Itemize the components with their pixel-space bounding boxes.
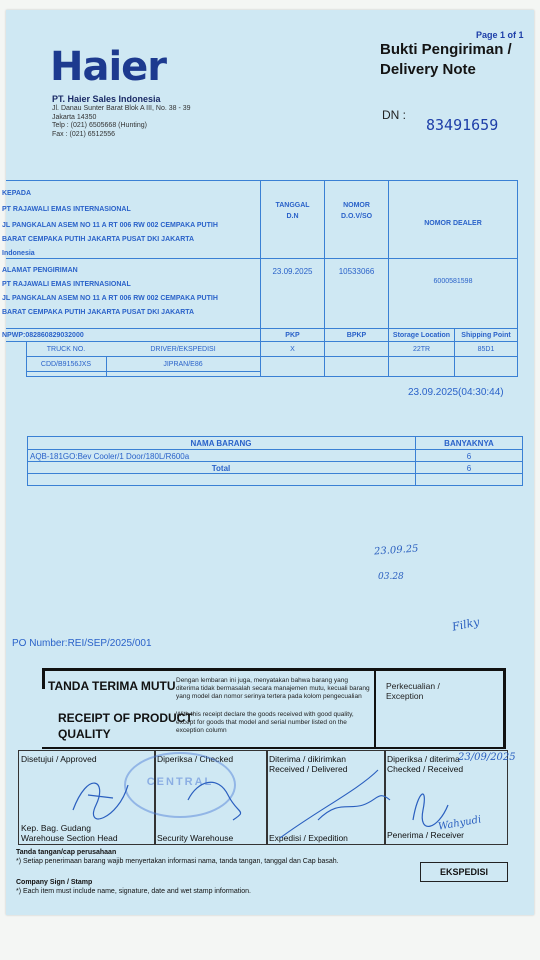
npwp: NPWP:082860829032000 bbox=[2, 332, 84, 339]
item-qty: 6 bbox=[466, 452, 472, 461]
warehouse-head-1: Kep. Bag. Gudang bbox=[21, 823, 91, 833]
handwritten-receiver-name: Wahyudi bbox=[437, 814, 483, 833]
kepada-label: KEPADA bbox=[2, 190, 32, 197]
bracket-bottom bbox=[42, 747, 506, 749]
alamat-address-2: BARAT CEMPAKA PUTIH JAKARTA PUSAT DKI JAKARTA bbox=[2, 309, 195, 316]
ekspedisi-box: EKSPEDISI bbox=[420, 862, 508, 882]
note1-text: *) Setiap penerimaan barang wajib menyertakan informasi nama, tanda tangan, tanggal dan Cap basah. bbox=[16, 858, 339, 865]
footer-note-2 bbox=[16, 878, 251, 896]
receiver-label: Penerima / Receiver bbox=[387, 830, 465, 840]
table-line bbox=[27, 485, 523, 486]
expedition-label: Expedisi / Expedition bbox=[269, 833, 348, 843]
alamat-address-1: JL PANGKALAN ASEM NO 11 A RT 006 RW 002 CEMPAKA PUTIH bbox=[2, 295, 218, 302]
bracket-left bbox=[42, 671, 45, 689]
table-line bbox=[517, 180, 518, 376]
quality-text-id: Dengan lembaran ini juga, menyatakan bahwa barang yang diterima tidak bermasalah secara manajemen mutu, kecuali barang yang model dan nomor serinya tertera pada kolom pengecualian bbox=[176, 677, 370, 700]
exception-label-1: Perkecualian / bbox=[386, 681, 440, 691]
title-line-2: Delivery Note bbox=[380, 61, 476, 78]
shipping-header: Shipping Point bbox=[461, 332, 511, 339]
exception-label-2: Exception bbox=[386, 691, 424, 701]
handwritten-received-date: 23/09/2025 bbox=[458, 752, 516, 763]
alamat-name: PT RAJAWALI EMAS INTERNASIONAL bbox=[2, 281, 131, 288]
truck-value: CDD/B9156JXS bbox=[40, 361, 92, 368]
dealer-header: NOMOR DEALER bbox=[424, 220, 482, 227]
total-label: Total bbox=[211, 464, 231, 473]
address-line: Fax : (021) 6512556 bbox=[52, 130, 116, 138]
page-indicator: Page 1 of 1 bbox=[476, 30, 524, 40]
alamat-label: ALAMAT PENGIRIMAN bbox=[2, 267, 78, 274]
footer-note-1 bbox=[16, 848, 339, 866]
checked-received-2: Checked / Received bbox=[387, 764, 464, 774]
note2-title: Company Sign / Stamp bbox=[16, 879, 93, 886]
note1-title: Tanda tangan/cap perusahaan bbox=[16, 849, 117, 856]
dn-number: 83491659 bbox=[426, 116, 499, 134]
print-timestamp: 23.09.2025(04:30:44) bbox=[408, 387, 504, 398]
quality-title-en-2: QUALITY bbox=[58, 727, 111, 741]
handwritten-time: 03.28 bbox=[378, 572, 404, 582]
security-label: Security Warehouse bbox=[157, 833, 234, 843]
warehouse-head-2: Warehouse Section Head bbox=[21, 833, 118, 843]
table-line bbox=[27, 436, 523, 437]
tanggal-value: 23.09.2025 bbox=[272, 267, 313, 276]
delivery-note-sheet bbox=[2, 10, 534, 915]
company-address bbox=[52, 105, 191, 139]
handwritten-signature: Filky bbox=[450, 615, 481, 634]
po-number: PO Number:REI/SEP/2025/001 bbox=[12, 638, 152, 649]
dn-label: DN : bbox=[382, 108, 406, 122]
truck-header: TRUCK NO. bbox=[46, 346, 86, 353]
table-line bbox=[27, 449, 523, 450]
title-line-1: Bukti Pengiriman / bbox=[380, 41, 512, 58]
address-line: Jakarta 14350 bbox=[52, 113, 97, 121]
storage-header: Storage Location bbox=[392, 332, 451, 339]
nomor-header bbox=[325, 202, 388, 220]
table-line bbox=[6, 341, 518, 342]
handwritten-date: 23.09.25 bbox=[373, 543, 419, 558]
checked-label: Diperiksa / Checked bbox=[157, 754, 234, 764]
kepada-name: PT RAJAWALI EMAS INTERNASIONAL bbox=[2, 206, 131, 213]
tanggal-header bbox=[261, 202, 324, 220]
bracket-right bbox=[503, 671, 506, 749]
dealer-value: 6000581598 bbox=[433, 278, 473, 285]
items-table bbox=[27, 436, 523, 486]
quality-title-en-1: RECEIPT OF PRODUCT bbox=[58, 711, 193, 725]
note2-text: *) Each item must include name, signature, date and wet stamp information. bbox=[16, 888, 252, 895]
col-banyaknya: BANYAKNYA bbox=[444, 439, 494, 448]
exception-label bbox=[386, 681, 440, 701]
bracket-divider bbox=[374, 671, 376, 749]
table-line bbox=[26, 371, 260, 372]
quality-receipt-section bbox=[42, 668, 506, 749]
tanggal-sub-text: D.N bbox=[286, 213, 299, 220]
tanggal-header-text: TANGGAL bbox=[275, 202, 310, 209]
table-line bbox=[522, 436, 523, 486]
company-name: PT. Haier Sales Indonesia bbox=[52, 94, 161, 104]
received-label-2: Received / Delivered bbox=[269, 764, 348, 774]
received-label-1: Diterima / dikirimkan bbox=[269, 754, 346, 764]
item-name: AQB-181GO:Bev Cooler/1 Door/180L/R600a bbox=[30, 452, 190, 461]
quality-title-id: TANDA TERIMA MUTU bbox=[48, 679, 176, 693]
table-line bbox=[27, 473, 523, 474]
table-line bbox=[6, 258, 518, 259]
address-line: Telp : (021) 6505668 (Hunting) bbox=[52, 122, 147, 129]
bpkp-header: BPKP bbox=[346, 332, 367, 339]
table-line bbox=[6, 328, 518, 329]
nomor-sub-text: D.O.V/SO bbox=[340, 213, 373, 220]
pkp-header: PKP bbox=[285, 332, 300, 339]
pkp-value: X bbox=[290, 346, 295, 353]
nomor-value: 10533066 bbox=[338, 267, 375, 276]
haier-logo: Haier bbox=[50, 44, 167, 90]
approved-label: Disetujui / Approved bbox=[21, 754, 97, 764]
kepada-country: Indonesia bbox=[2, 250, 35, 257]
total-value: 6 bbox=[466, 464, 472, 473]
nomor-header-text: NOMOR bbox=[343, 202, 370, 209]
document-title bbox=[380, 40, 512, 80]
col-nama-barang: NAMA BARANG bbox=[190, 439, 252, 448]
shipping-value: 85D1 bbox=[477, 346, 495, 353]
stamp-text: CENTRAL bbox=[146, 776, 214, 788]
driver-header: DRIVER/EKSPEDISI bbox=[150, 346, 216, 353]
address-line: Jl. Danau Sunter Barat Blok A III, No. 38 - 39 bbox=[52, 105, 191, 112]
table-line bbox=[27, 461, 523, 462]
table-line bbox=[26, 356, 518, 357]
table-line bbox=[6, 180, 518, 181]
quality-text-en: With this receipt declare the goods received with good quality, except for goods that model and serial number listed on the exception column bbox=[176, 711, 354, 734]
kepada-address-2: BARAT CEMPAKA PUTIH JAKARTA PUSAT DKI JAKARTA bbox=[2, 236, 195, 243]
kepada-address-1: JL PANGKALAN ASEM NO 11 A RT 006 RW 002 CEMPAKA PUTIH bbox=[2, 222, 218, 229]
table-line bbox=[26, 376, 518, 377]
checked-received-1: Diperiksa / diterima bbox=[387, 754, 460, 764]
storage-value: 22TR bbox=[412, 346, 431, 353]
driver-value: JIPRAN/E86 bbox=[163, 361, 203, 368]
